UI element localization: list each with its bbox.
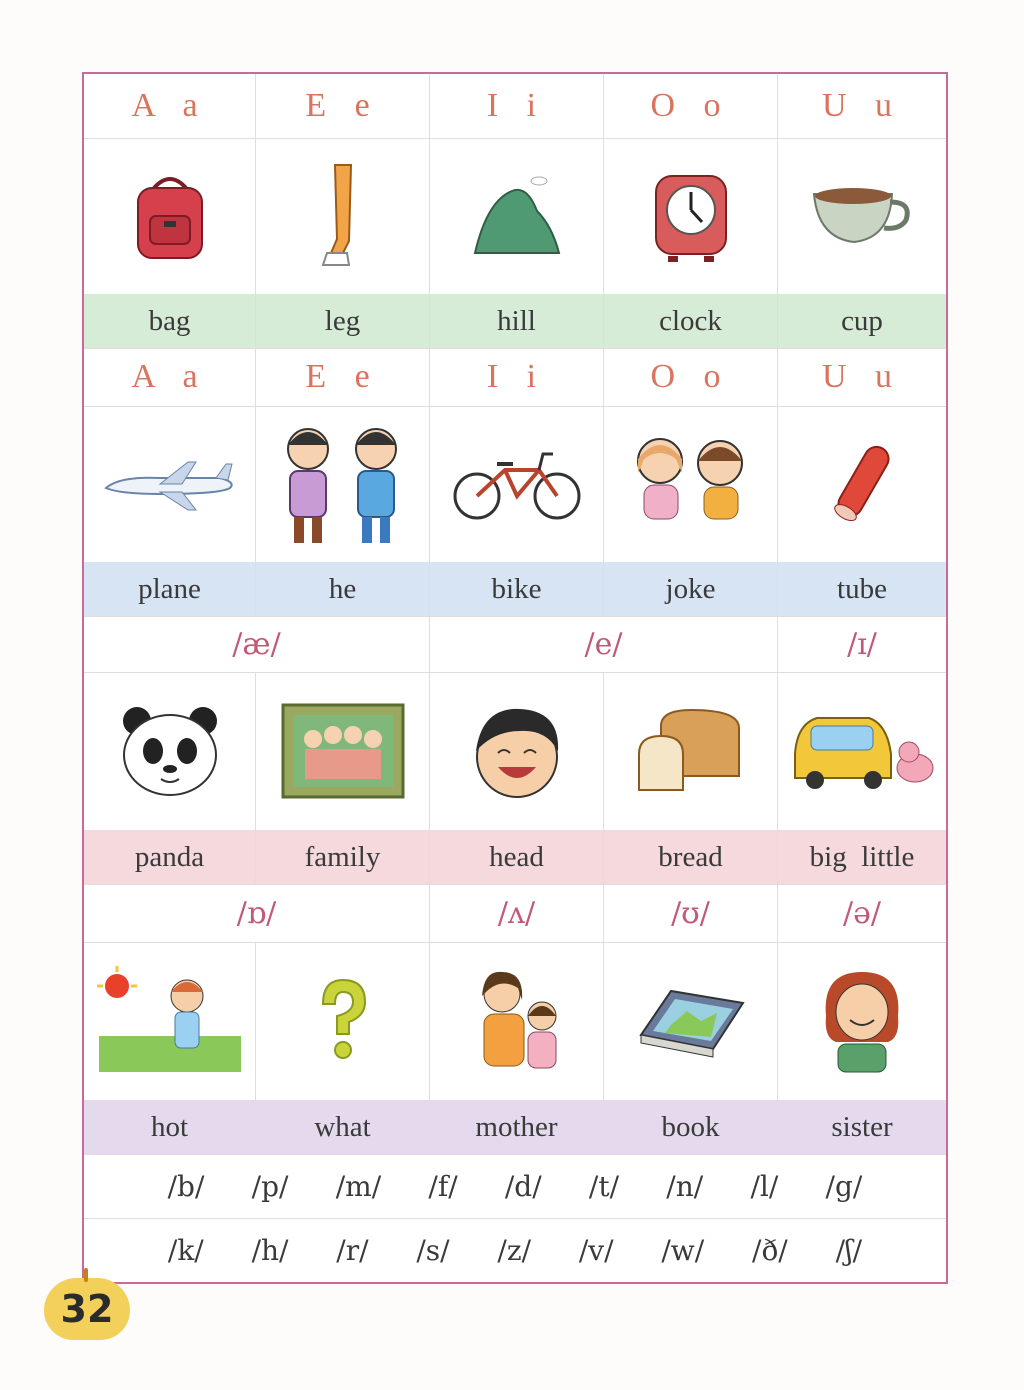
letter-a: A a — [84, 74, 256, 138]
ipa-schwa: /ə/ — [843, 895, 881, 931]
consonant: /f/ — [428, 1169, 458, 1203]
consonant: /w/ — [661, 1233, 705, 1267]
phonics-chart — [82, 72, 948, 1284]
word-he: he — [256, 562, 430, 616]
letter-u: U u — [821, 358, 903, 395]
word-joke: joke — [604, 562, 778, 616]
consonant: /l/ — [750, 1169, 779, 1203]
ipa-short-i: /ɪ/ — [847, 626, 877, 662]
word-mother: mother — [430, 1100, 604, 1154]
word-clock: clock — [604, 294, 778, 348]
boy-head-icon — [430, 672, 604, 830]
consonant: /m/ — [335, 1169, 382, 1203]
consonant: /h/ — [251, 1233, 289, 1267]
bread-icon — [604, 672, 778, 830]
letters-row-1 — [84, 74, 946, 139]
words-row-1 — [84, 294, 946, 349]
letter-e: E e — [256, 348, 430, 406]
consonant: /n/ — [666, 1169, 704, 1203]
book-icon — [604, 942, 778, 1100]
hill-icon — [430, 138, 604, 294]
words-row-3 — [84, 830, 946, 885]
word-bike: bike — [430, 562, 604, 616]
consonant: /d/ — [504, 1169, 542, 1203]
ipa-wedge: /ʌ/ — [430, 884, 604, 942]
ipa-e: /e/ — [430, 616, 778, 672]
consonant: /g/ — [825, 1169, 863, 1203]
word-what: what — [256, 1100, 430, 1154]
car-and-pig-icon — [778, 672, 946, 830]
word-head: head — [430, 830, 604, 884]
words-row-2 — [84, 562, 946, 617]
consonant: /t/ — [588, 1169, 620, 1203]
word-big-little: big little — [809, 840, 915, 873]
boys-icon — [256, 406, 430, 562]
word-bag: bag — [84, 294, 256, 348]
ipa-short-o: /ɒ/ — [84, 884, 430, 942]
consonant: /ð/ — [752, 1233, 788, 1267]
pictures-row-4 — [84, 942, 946, 1100]
consonant: /p/ — [251, 1169, 289, 1203]
letter-o: O o — [604, 74, 778, 138]
consonant: /v/ — [578, 1233, 614, 1267]
consonant: /ʃ/ — [835, 1233, 863, 1267]
question-mark-icon — [256, 942, 430, 1100]
leg-icon — [256, 138, 430, 294]
word-plane: plane — [84, 562, 256, 616]
consonant: /s/ — [416, 1233, 450, 1267]
consonants-row-2 — [84, 1218, 946, 1282]
apple-stem-icon — [84, 1268, 88, 1282]
consonant: /k/ — [167, 1233, 204, 1267]
word-bread: bread — [604, 830, 778, 884]
word-cup: cup — [841, 304, 883, 337]
letter-o: O o — [604, 348, 778, 406]
letters-row-2 — [84, 348, 946, 407]
letter-i: I i — [430, 74, 604, 138]
word-leg: leg — [256, 294, 430, 348]
page-number: 32 — [60, 1287, 114, 1331]
word-book: book — [604, 1100, 778, 1154]
ipa-short-u: /ʊ/ — [604, 884, 778, 942]
letter-e: E e — [256, 74, 430, 138]
clock-icon — [604, 138, 778, 294]
ipa-row-1 — [84, 616, 946, 673]
words-row-4 — [84, 1100, 946, 1155]
mother-daughter-icon — [430, 942, 604, 1100]
consonants-row-1 — [84, 1154, 946, 1219]
letter-i: I i — [430, 348, 604, 406]
page-number-badge — [44, 1278, 130, 1340]
word-hill: hill — [430, 294, 604, 348]
word-sister: sister — [831, 1110, 893, 1143]
pictures-row-1 — [84, 138, 946, 294]
ipa-ae: /æ/ — [84, 616, 430, 672]
tube-icon — [778, 406, 946, 562]
consonant: /r/ — [336, 1233, 369, 1267]
hot-day-icon — [84, 942, 256, 1100]
bag-icon — [84, 138, 256, 294]
plane-icon — [84, 406, 256, 562]
word-hot: hot — [84, 1100, 256, 1154]
cup-icon — [778, 138, 946, 294]
word-panda: panda — [84, 830, 256, 884]
word-family: family — [256, 830, 430, 884]
panda-icon — [84, 672, 256, 830]
ipa-row-2 — [84, 884, 946, 943]
bicycle-icon — [430, 406, 604, 562]
letter-u: U u — [821, 87, 903, 124]
family-photo-icon — [256, 672, 430, 830]
pictures-row-2 — [84, 406, 946, 562]
consonant: /b/ — [167, 1169, 205, 1203]
girl-icon — [778, 942, 946, 1100]
pictures-row-3 — [84, 672, 946, 830]
children-laughing-icon — [604, 406, 778, 562]
consonant: /z/ — [497, 1233, 532, 1267]
letter-a: A a — [84, 348, 256, 406]
word-tube: tube — [837, 572, 887, 605]
